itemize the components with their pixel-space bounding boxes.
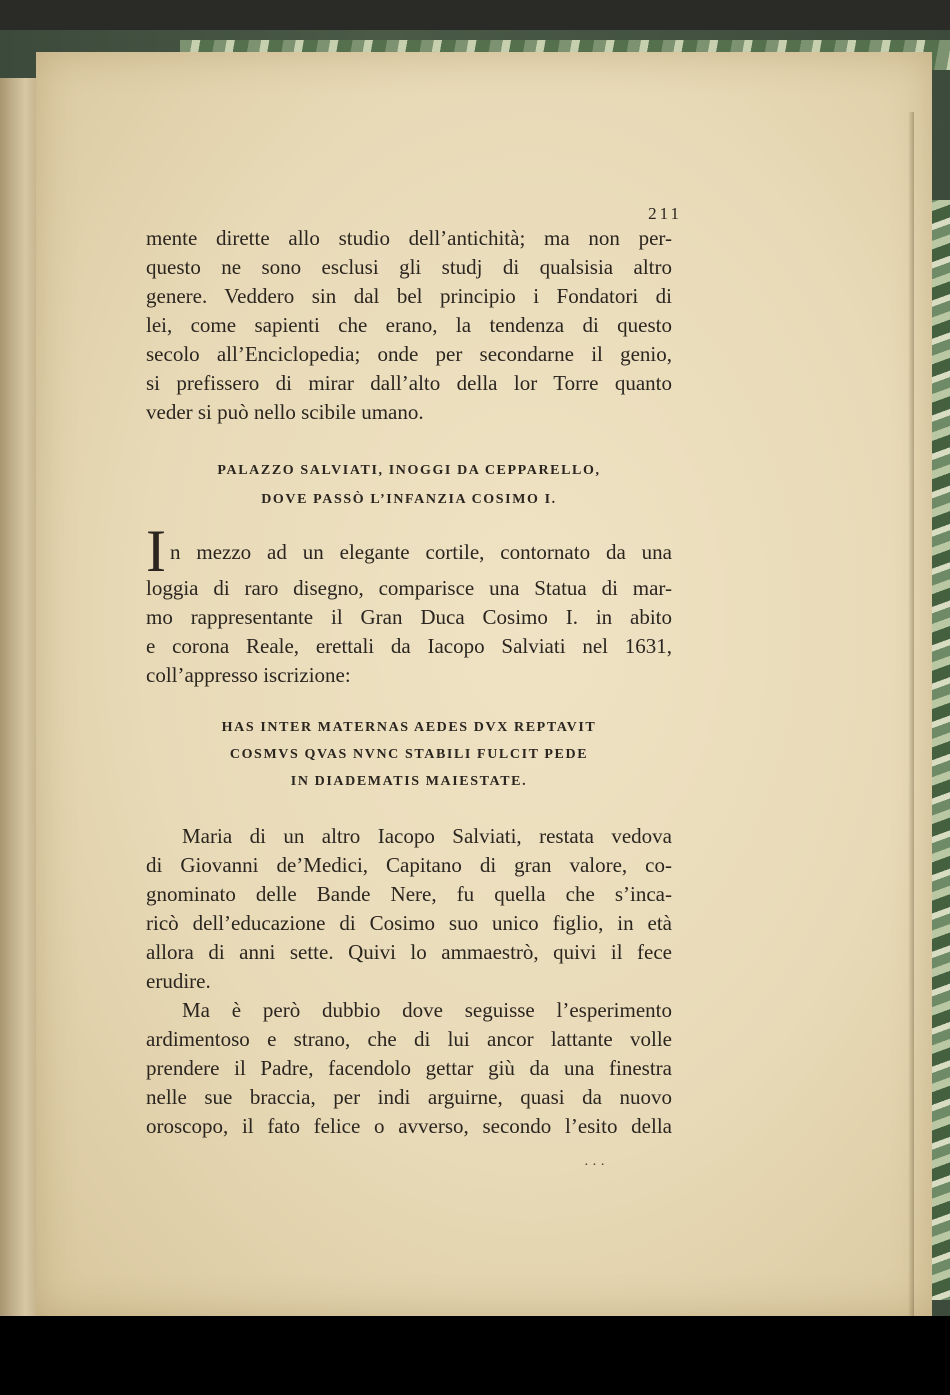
section3-paragraph <box>146 996 672 1141</box>
text-line: mente dirette allo studio dell’antichità; ma non per- <box>146 226 672 250</box>
text-line: si prefissero di mirar dall’alto della lor Torre quanto <box>146 371 672 395</box>
text-line: ardimentoso e strano, che di lui ancor lattante volle <box>146 1027 672 1051</box>
page-right-edge <box>908 112 914 1316</box>
inscription-line: IN DIADEMATIS MAIESTATE. <box>290 774 528 789</box>
section2-paragraph <box>146 822 672 996</box>
ink-speck-decoration: · · · <box>584 1158 605 1173</box>
left-page-edge <box>0 78 36 1316</box>
text-line: Ma è però dubbio dove seguisse l’esperimento <box>182 998 672 1022</box>
text-line: secolo all’Enciclopedia; onde per secondarne il genio, <box>146 342 672 366</box>
text-line: n mezzo ad un elegante cortile, contornato da una <box>169 540 672 564</box>
text-line: questo ne sono esclusi gli studj di qualsisia altro <box>146 255 672 279</box>
text-line: erudire. <box>146 969 211 993</box>
text-line: e corona Reale, erettali da Iacopo Salviati nel 1631, <box>146 634 672 658</box>
text-line: genere. Veddero sin dal bel principio i Fondatori di <box>146 284 672 308</box>
section1-paragraph <box>146 518 672 690</box>
text-line: prendere il Padre, facendolo gettar giù da una finestra <box>146 1056 672 1080</box>
text-line: coll’appresso iscrizione: <box>146 663 351 687</box>
text-line: Maria di un altro Iacopo Salviati, restata vedova <box>182 824 672 848</box>
text-line: veder si può nello scibile umano. <box>146 400 424 424</box>
text-line: allora di anni sette. Quivi lo ammaestrò, quivi il fece <box>146 940 672 964</box>
text-line: oroscopo, il fato felice o avverso, secondo l’esito della <box>146 1114 672 1138</box>
text-line: mo rappresentante il Gran Duca Cosimo I. in abito <box>146 605 672 629</box>
section-heading-line-2: DOVE PASSÒ L’INFANZIA COSIMO I. <box>261 492 557 507</box>
intro-paragraph <box>146 224 672 427</box>
section-heading <box>146 456 672 514</box>
text-line: ricò dell’educazione di Cosimo suo unico figlio, in età <box>146 911 672 935</box>
inscription-line: HAS INTER MATERNAS AEDES DVX REPTAVIT <box>221 720 597 735</box>
text-line: lei, come sapienti che erano, la tendenza di questo <box>146 313 672 337</box>
text-line: gnominato delle Bande Nere, fu quella che s’inca- <box>146 882 672 906</box>
text-line: di Giovanni de’Medici, Capitano di gran valore, co- <box>146 853 672 877</box>
section-heading-line-1: PALAZZO SALVIATI, INOGGI DA CEPPARELLO, <box>217 463 601 478</box>
text-line: nelle sue braccia, per indi arguirne, quasi da nuovo <box>146 1085 672 1109</box>
page-number: 211 <box>648 204 682 223</box>
text-line: loggia di raro disegno, comparisce una Statua di mar- <box>146 576 672 600</box>
inscription-line: COSMVS QVAS NVNC STABILI FULCIT PEDE <box>229 747 589 762</box>
drop-cap: I <box>146 518 166 584</box>
inscription <box>146 714 672 795</box>
